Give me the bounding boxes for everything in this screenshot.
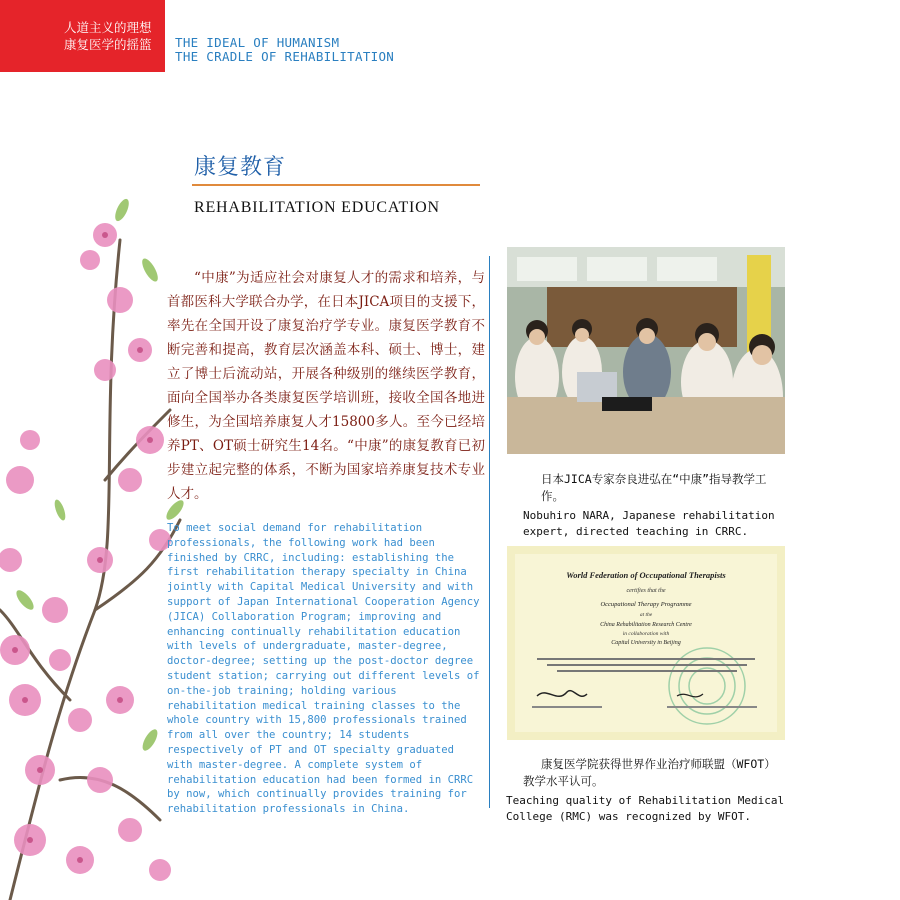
cert-org: World Federation of Occupational Therapists [566,570,726,580]
header-cn-line1: 人道主义的理想 [64,20,152,35]
section-title-cn: 康复教育 [194,155,287,180]
cert-line1: certifies that the [626,588,666,594]
cert-university: Capital University in Beijing [611,640,681,646]
column-divider [489,256,490,808]
body-text-cn: “中康”为适应社会对康复人才的需求和培养，与首都医科大学联合办学，在日本JICA项目的支援下，率先在全国开设了康复治疗学专业。康复医学教育不断完善和提高，教育层次涵盖本科、硕士、博士，建立了博士后流动站，开展各种级别的继续医学教育，面向全国举办各类康复医学培训班，接收全国各地进修生，为全国培养康复人才15800多人。至今已经培养PT、OT硕士研究生14名。“中康”的康复教育已初步建立起完整的体系，不断为国家培养康复技术专业人才。 [167,270,485,502]
photo-caption-en: Nobuhiro NARA, Japanese rehabilitation expert, directed teaching in CRRC. [523,509,775,538]
certificate-caption-cn: 康复医学院获得世界作业治疗师联盟（WFOT）教学水平认可。 [523,757,776,788]
header-cn-line2: 康复医学的摇篮 [64,37,152,52]
cert-line3: in collaboration with [622,631,670,637]
classroom-photo [507,247,785,454]
title-divider [192,184,480,186]
certificate-caption-en: Teaching quality of Rehabilitation Medical College (RMC) was recognized by WFOT. [506,794,785,823]
header-en-line2: THE CRADLE OF REHABILITATION [175,49,395,64]
cert-program: Occupational Therapy Programme [600,601,692,608]
header-en-line1: THE IDEAL OF HUMANISM [175,35,340,50]
wfot-certificate-image [507,546,785,740]
peach-blossom-decoration [0,180,190,900]
cert-line2: at the [639,612,653,618]
header-red-block [0,0,165,72]
cert-centre: China Rehabilitation Research Centre [600,622,692,628]
section-title-en: REHABILITATION EDUCATION [194,199,440,216]
photo-caption-cn: 日本JICA专家奈良进弘在“中康”指导教学工作。 [541,472,767,503]
body-text-en: To meet social demand for rehabilitation professionals, the following work had been finished by CRRC, including: establishing the first rehabilitation therapy specialty in China jointly with Capital Medical University and with support of Japan International Cooperation Agency (JICA) Collaboration Program; improving and enhancing continually rehabilitation education with levels of undergraduate, master-degree, doctor-degree; setting up the post-doctor degree student station; carrying out different levels of on-the-job training; holding various rehabilitation medical training classes to the whole country with 15,800 professionals trained from all over the country; 14 students respectively of PT and OT specialty graduated with master-degree. A complete system of rehabilitation education had been formed in CRRC by now, which continually provides training for rehabilitation professionals in China. [167,522,480,816]
